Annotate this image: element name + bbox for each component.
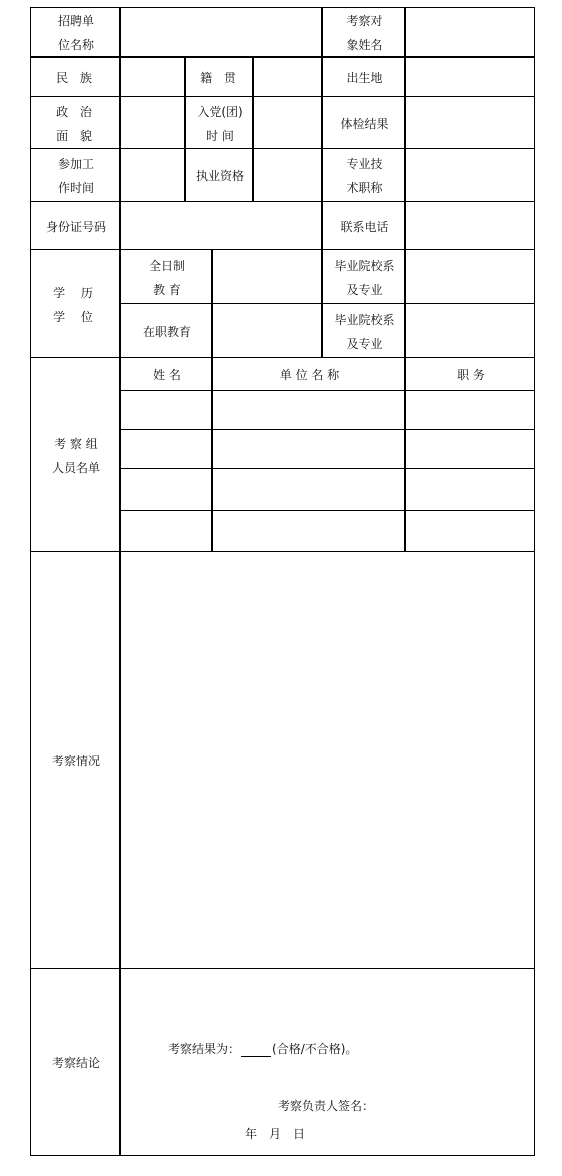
work-start-label-cell <box>30 148 120 202</box>
team-row-3-unit[interactable] <box>212 468 405 511</box>
work-start-label: 参加工 作时间 <box>57 157 94 195</box>
conclusion-label-cell <box>30 968 120 1156</box>
team-unit-header: 单 位 名 称 <box>279 368 340 382</box>
physical-exam-label-cell <box>322 96 405 149</box>
birthplace-label: 出生地 <box>346 71 383 85</box>
party-join-time-label-cell <box>185 96 253 149</box>
team-row-1-unit[interactable] <box>212 390 405 430</box>
signature-label: 考察负责人签名： <box>278 1099 375 1113</box>
team-name-header-cell <box>120 357 212 391</box>
inservice-label: 在职教育 <box>142 324 191 339</box>
conclusion-content-cell[interactable] <box>120 968 535 1156</box>
team-row-3-position[interactable] <box>405 468 535 511</box>
recruit-unit-label-cell <box>30 7 120 57</box>
native-place-label: 籍 贯 <box>200 71 240 85</box>
professional-title-value-cell[interactable] <box>405 148 535 202</box>
candidate-name-value-cell[interactable] <box>405 7 535 57</box>
team-row-4-unit[interactable] <box>212 510 405 552</box>
team-row-4-position[interactable] <box>405 510 535 552</box>
ethnicity-label: 民 族 <box>56 71 96 85</box>
work-start-value-cell[interactable] <box>120 148 185 202</box>
result-line <box>168 1040 357 1057</box>
party-join-time-label: 入党(团) 时 间 <box>197 104 243 143</box>
education-label-cell <box>30 249 120 358</box>
ethnicity-label-cell <box>30 57 120 97</box>
school-1-label-cell <box>322 249 405 304</box>
birthplace-value-cell[interactable] <box>405 57 535 97</box>
qualification-label: 执业资格 <box>195 169 244 183</box>
id-number-value-cell[interactable] <box>120 201 322 250</box>
native-place-value-cell[interactable] <box>253 57 322 97</box>
inservice-value-cell[interactable] <box>212 303 322 358</box>
school-1-label: 毕业院校系 及专业 <box>334 258 395 297</box>
school-2-label: 毕业院校系 及专业 <box>334 312 395 351</box>
id-number-label-cell <box>30 201 120 250</box>
political-status-value-cell[interactable] <box>120 96 185 149</box>
qualification-value-cell[interactable] <box>253 148 322 202</box>
political-status-label-cell <box>30 96 120 149</box>
team-row-3-name[interactable] <box>120 468 212 511</box>
situation-label-cell <box>30 551 120 969</box>
result-prefix: 考察结果为： <box>168 1042 241 1056</box>
team-row-2-name[interactable] <box>120 429 212 469</box>
education-label: 学 历 学 位 <box>53 285 99 324</box>
fulltime-value-cell[interactable] <box>212 249 322 304</box>
school-2-label-cell <box>322 303 405 358</box>
candidate-name-label-cell <box>322 7 405 57</box>
team-position-header: 职 务 <box>457 368 485 382</box>
team-label: 考 察 组 人员名单 <box>51 436 100 475</box>
team-row-1-position[interactable] <box>405 390 535 430</box>
fulltime-label-cell <box>120 249 212 304</box>
phone-label: 联系电话 <box>340 219 389 234</box>
native-place-label-cell <box>185 57 253 97</box>
conclusion-label: 考察结论 <box>51 1056 100 1070</box>
date-label: 年 月 日 <box>245 1127 306 1141</box>
birthplace-label-cell <box>322 57 405 97</box>
candidate-name-label: 考察对 象姓名 <box>346 14 383 52</box>
fulltime-label: 全日制 教 育 <box>148 258 185 297</box>
team-row-2-position[interactable] <box>405 429 535 469</box>
recruit-unit-label: 招聘单 位名称 <box>57 14 94 52</box>
result-options: (合格/不合格)。 <box>272 1042 358 1056</box>
party-join-time-value-cell[interactable] <box>253 96 322 149</box>
school-2-value-cell[interactable] <box>405 303 535 358</box>
team-position-header-cell <box>405 357 535 391</box>
team-name-header: 姓 名 <box>153 368 181 382</box>
professional-title-label-cell <box>322 148 405 202</box>
inservice-label-cell <box>120 303 212 358</box>
school-1-value-cell[interactable] <box>405 249 535 304</box>
physical-exam-value-cell[interactable] <box>405 96 535 149</box>
phone-label-cell <box>322 201 405 250</box>
recruit-unit-value-cell[interactable] <box>120 7 322 57</box>
qualification-label-cell <box>185 148 253 202</box>
political-status-label: 政 治 面 貌 <box>56 104 96 143</box>
professional-title-label: 专业技 术职称 <box>346 157 383 195</box>
situation-label: 考察情况 <box>51 754 100 768</box>
phone-value-cell[interactable] <box>405 201 535 250</box>
physical-exam-label: 体检结果 <box>340 116 389 131</box>
team-row-4-name[interactable] <box>120 510 212 552</box>
team-row-1-name[interactable] <box>120 390 212 430</box>
team-label-cell <box>30 357 120 552</box>
id-number-label: 身份证号码 <box>45 219 106 234</box>
result-blank[interactable] <box>241 1044 271 1057</box>
ethnicity-value-cell[interactable] <box>120 57 185 97</box>
team-unit-header-cell <box>212 357 405 391</box>
team-row-2-unit[interactable] <box>212 429 405 469</box>
situation-content-cell[interactable] <box>120 551 535 969</box>
